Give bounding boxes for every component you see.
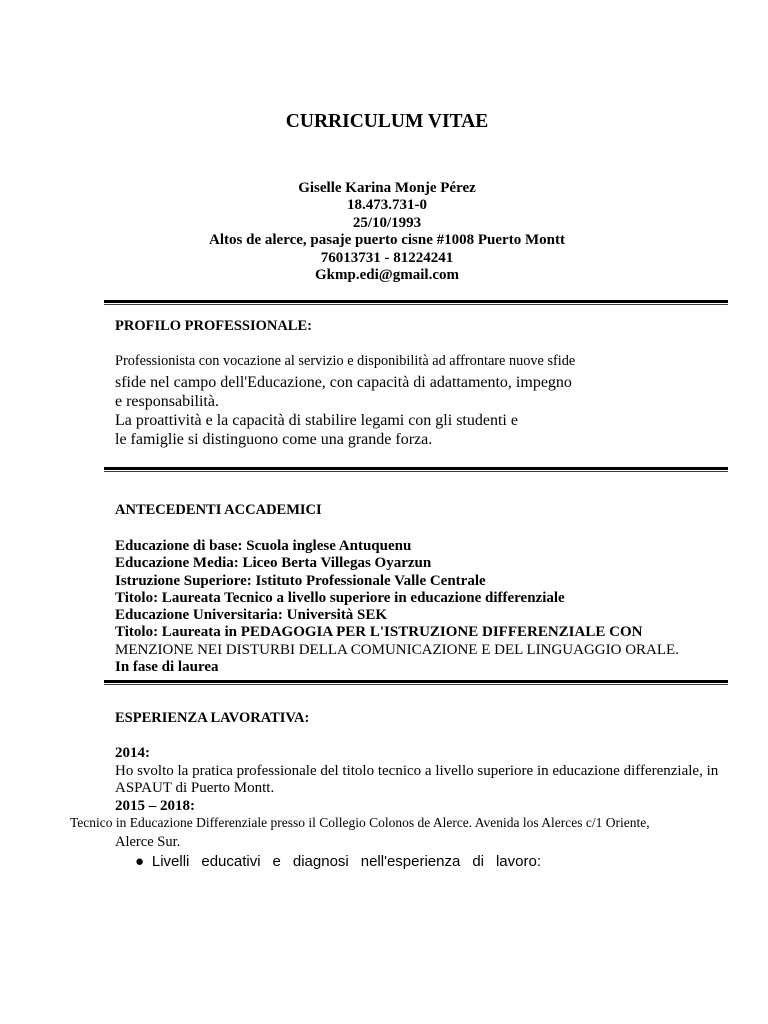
profile-text-line: sfide nel campo dell'Educazione, con capacità di adattamento, impegno [115,374,572,391]
bullet-item-text: Livelli educativi e diagnosi nell'esperienza di lavoro: [151,853,541,870]
academic-line: Istruzione Superiore: Istituto Professionale Valle Centrale [115,572,486,589]
experience-text-line: Tecnico in Educazione Differenziale presso il Collegio Colonos de Alerce. Avenida los Alerces c/1 Oriente, [70,815,650,830]
academic-line: Educazione Universitaria: Università SEK [115,607,388,624]
academic-line: Educazione di base: Scuola inglese Antuquenu [115,538,412,554]
section-divider [104,467,728,472]
academic-line: Educazione Media: Liceo Berta Villegas Oyarzun [115,555,432,572]
academic-status-line: In fase di laurea [115,659,219,676]
experience-text-line: Ho svolto la pratica professionale del titolo tecnico a livello superiore in educazione differenziale, in [115,762,719,779]
profile-text-line: La proattività e la capacità di stabilire legami con gli studenti e [115,412,518,429]
phone-numbers: 76013731 - 81224241 [320,249,454,266]
address: Altos de alerce, pasaje puerto cisne #1008 Puerto Montt [209,232,565,249]
profile-heading: PROFILO PROFESSIONALE: [115,318,312,334]
experience-bullet-item [135,853,541,871]
section-divider [104,680,728,685]
document-title: CURRICULUM VITAE [285,111,489,132]
profile-text-line: e responsabilità. [115,393,219,410]
academic-line: Titolo: Laureata Tecnico a livello superiore in educazione differenziale [115,589,565,606]
bullet-icon: ● [135,853,152,870]
academic-line: MENZIONE NEI DISTURBI DELLA COMUNICAZIONE E DEL LINGUAGGIO ORALE. [115,641,679,658]
academic-line: Titolo: Laureata in PEDAGOGIA PER L'ISTRUZIONE DIFFERENZIALE CON [115,624,643,641]
academic-list [115,538,679,676]
section-divider [104,300,728,305]
birth-date: 25/10/1993 [352,214,422,231]
email-address: Gkmp.edi@gmail.com [315,267,459,284]
profile-text-line: Professionista con vocazione al servizio e disponibilità ad affrontare nuove sfide [115,353,576,369]
experience-period: 2014: [115,745,150,761]
experience-heading: ESPERIENZA LAVORATIVA: [115,710,310,726]
personal-info [6,180,768,284]
experience-entries [115,745,718,815]
academic-heading: ANTECEDENTI ACCADEMICI [115,502,322,518]
experience-period: 2015 – 2018: [115,797,195,814]
experience-text-line: ASPAUT di Puerto Montt. [115,780,275,797]
id-number: 18.473.731-0 [347,197,427,214]
experience-text-line: Alerce Sur. [115,834,181,850]
profile-text [115,373,572,449]
profile-text-line: le famiglie si distinguono come una grande forza. [115,431,433,448]
candidate-name: Giselle Karina Monje Pérez [298,180,476,196]
